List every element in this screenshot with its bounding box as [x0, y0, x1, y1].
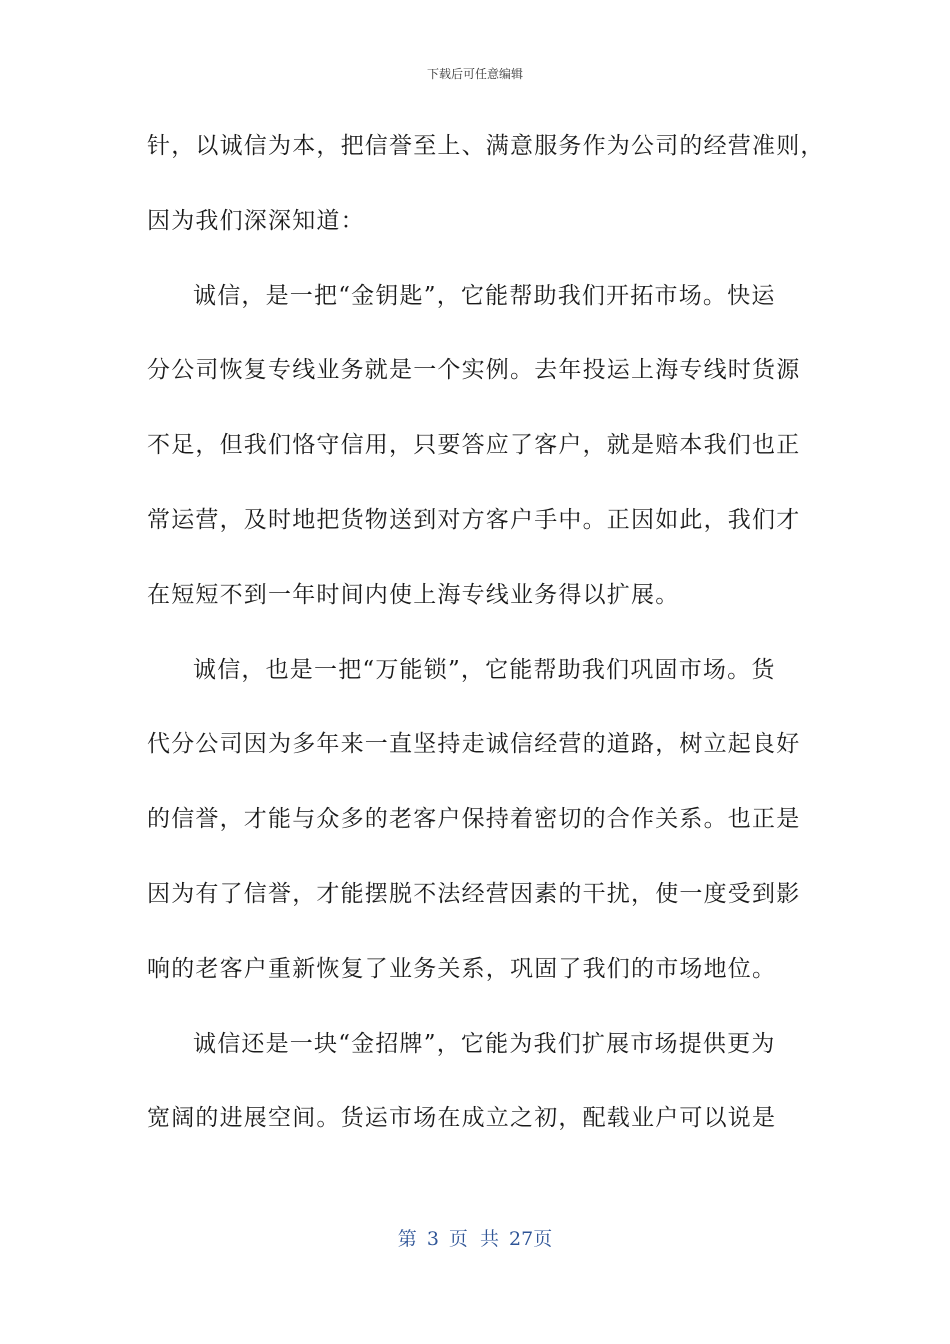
- text-line: 因为有了信誉，才能摆脱不法经营因素的干扰，使一度受到影: [147, 880, 801, 907]
- text-line: 在短短不到一年时间内使上海专线业务得以扩展。: [147, 581, 680, 608]
- text-line: 不足，但我们恪守信用，只要答应了客户，就是赔本我们也正: [147, 432, 801, 459]
- page-footer: [0, 1226, 950, 1252]
- text-line: 的信誉，才能与众多的老客户保持着密切的合作关系。也正是: [147, 806, 801, 833]
- text-line: 宽阔的进展空间。货运市场在成立之初，配载业户可以说是: [147, 1105, 777, 1132]
- total-page-count: 27: [509, 1228, 534, 1250]
- header-note: 下载后可任意编辑: [426, 67, 523, 81]
- footer-middle: 页 共: [448, 1228, 499, 1250]
- text-line: 分公司恢复专线业务就是一个实例。去年投运上海专线时货源: [147, 357, 801, 384]
- current-page-number: 3: [426, 1228, 439, 1250]
- text-line: 针，以诚信为本，把信誉至上、满意服务作为公司的经营准则，: [147, 133, 825, 159]
- footer-suffix: 页: [533, 1228, 553, 1250]
- footer-prefix: 第: [397, 1228, 417, 1250]
- document-body: [147, 124, 825, 1171]
- paragraph-start-line: 诚信，是一把“金钥匙”，它能帮助我们开拓市场。快运: [193, 282, 776, 309]
- page-header: [0, 66, 950, 82]
- text-line: 响的老客户重新恢复了业务关系，巩固了我们的市场地位。: [147, 955, 777, 982]
- text-line: 常运营，及时地把货物送到对方客户手中。正因如此，我们才: [147, 506, 801, 533]
- text-line: 因为我们深深知道：: [147, 207, 365, 234]
- paragraph-start-line: 诚信，也是一把“万能锁”，它能帮助我们巩固市场。货: [193, 656, 776, 683]
- paragraph-start-line: 诚信还是一块“金招牌”，它能为我们扩展市场提供更为: [193, 1030, 776, 1057]
- text-line: 代分公司因为多年来一直坚持走诚信经营的道路，树立起良好: [147, 731, 801, 758]
